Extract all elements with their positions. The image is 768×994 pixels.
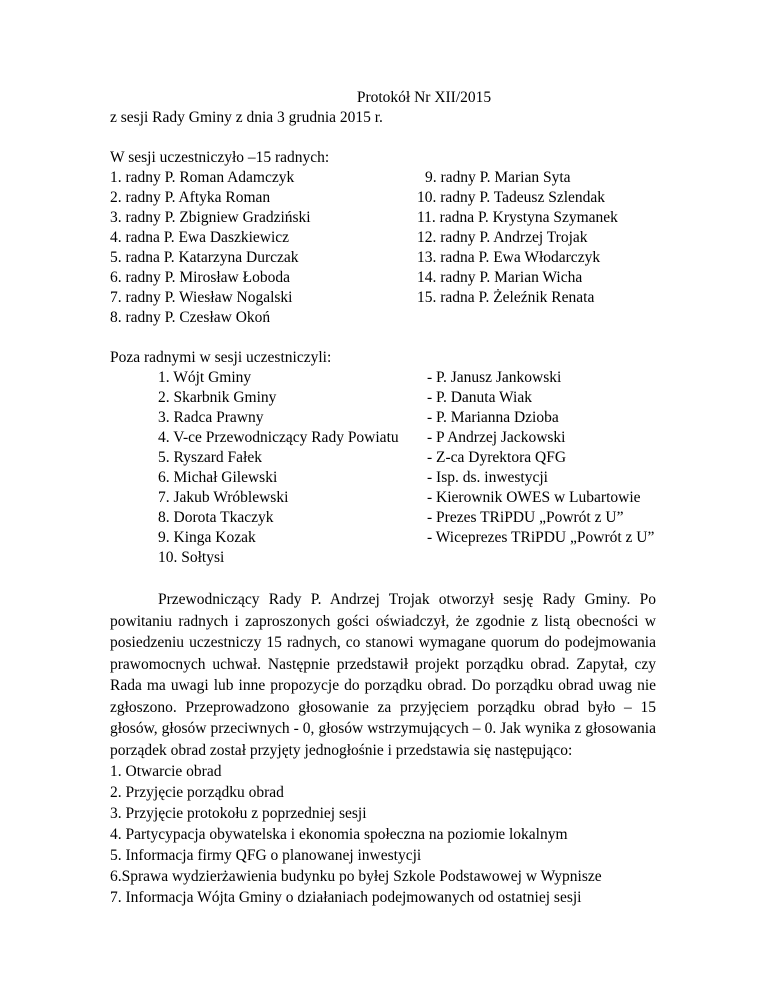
guest-name: - P. Marianna Dzioba — [427, 409, 559, 426]
guest-name: - P. Janusz Jankowski — [427, 369, 562, 386]
councillor-item: 4. radna P. Ewa Daszkiewicz — [110, 229, 290, 246]
guest-role: 2. Skarbnik Gminy — [158, 389, 277, 406]
agenda-item: 3. Przyjęcie protokołu z poprzedniej sesji — [110, 805, 367, 822]
guest-role: 3. Radca Prawny — [158, 409, 264, 426]
councillor-item: 5. radna P. Katarzyna Durczak — [110, 249, 299, 266]
councillor-item: 13. radna P. Ewa Włodarczyk — [417, 249, 601, 266]
guests-intro: Poza radnymi w sesji uczestniczyli: — [110, 349, 332, 366]
guest-name: - Wiceprezes TRiPDU „Powrót z U” — [427, 529, 655, 546]
document-title: Protokół Nr XII/2015 — [356, 89, 492, 106]
guest-name: - P Andrzej Jackowski — [427, 429, 566, 446]
councillor-item: 11. radna P. Krystyna Szymanek — [417, 209, 618, 226]
councillor-item: 8. radny P. Czesław Okoń — [110, 309, 271, 326]
guest-role: 8. Dorota Tkaczyk — [158, 509, 274, 526]
guest-name: - P. Danuta Wiak — [427, 389, 532, 406]
agenda-item: 2. Przyjęcie porządku obrad — [110, 784, 284, 801]
agenda-item: 4. Partycypacja obywatelska i ekonomia społeczna na poziomie lokalnym — [110, 826, 568, 843]
guest-role: 10. Sołtysi — [158, 549, 225, 566]
councillor-item: 6. radny P. Mirosław Łoboda — [110, 269, 290, 286]
guest-name: - Kierownik OWES w Lubartowie — [427, 489, 641, 506]
councillor-item: 3. radny P. Zbigniew Gradziński — [110, 209, 311, 226]
councillor-item: 2. radny P. Aftyka Roman — [110, 189, 271, 206]
paragraph-text: Przewodniczący Rady P. Andrzej Trojak otworzył sesję Rady Gminy. Po powitaniu radnych i zaproszonych gości oświadczył, że zgodnie z listą obecności w posiedzeniu uczestniczy 15 radnych, co stanowi wymagane quorum do podejmowania prawomocnych uchwał. Następnie przedstawił projekt porządku obrad. Zapytał, czy Rada ma uwagi lub inne propozycje do porządku obrad. Do porządku obrad uwag nie zgłoszono. Przeprowadzono głosowanie za przyjęciem porządku obrad było – 15 głosów, głosów przeciwnych - 0, głosów wstrzymujących – 0. Jak wynika z głosowania porządek obrad został przyjęty jednogłośnie i przedstawia się następująco: — [110, 591, 656, 759]
guest-role: 5. Ryszard Fałek — [158, 449, 262, 466]
agenda-list — [110, 761, 602, 908]
guest-role: 4. V-ce Przewodniczący Rady Powiatu — [158, 429, 399, 446]
guest-name: - Z-ca Dyrektora QFG — [427, 449, 567, 466]
agenda-item: 6.Sprawa wydzierżawienia budynku po byłej Szkole Podstawowej w Wypnisze — [110, 868, 602, 885]
guest-name: - Prezes TRiPDU „Powrót z U” — [427, 509, 624, 526]
councillor-item: 15. radna P. Żeleźnik Renata — [417, 289, 595, 306]
agenda-item: 1. Otwarcie obrad — [110, 763, 222, 780]
agenda-item: 7. Informacja Wójta Gminy o działaniach podejmowanych od ostatniej sesji — [110, 889, 582, 906]
agenda-item: 5. Informacja firmy QFG o planowanej inwestycji — [110, 847, 422, 864]
guest-role: 1. Wójt Gminy — [158, 369, 252, 386]
councillor-item: 9. radny P. Marian Syta — [425, 169, 571, 186]
councillor-item: 10. radny P. Tadeusz Szlendak — [417, 189, 606, 206]
attendance-intro: W sesji uczestniczyło –15 radnych: — [110, 149, 330, 166]
document-subtitle: z sesji Rady Gminy z dnia 3 grudnia 2015 r. — [110, 109, 383, 126]
councillor-item: 7. radny P. Wiesław Nogalski — [110, 289, 293, 306]
councillor-item: 12. radny P. Andrzej Trojak — [417, 229, 588, 246]
guest-name: - Isp. ds. inwestycji — [427, 469, 548, 486]
councillor-item: 14. radny P. Marian Wicha — [417, 269, 583, 286]
guest-role: 7. Jakub Wróblewski — [158, 489, 289, 506]
session-paragraph — [110, 589, 656, 761]
councillor-item: 1. radny P. Roman Adamczyk — [110, 169, 295, 186]
guest-role: 9. Kinga Kozak — [158, 529, 256, 546]
guest-role: 6. Michał Gilewski — [158, 469, 278, 486]
